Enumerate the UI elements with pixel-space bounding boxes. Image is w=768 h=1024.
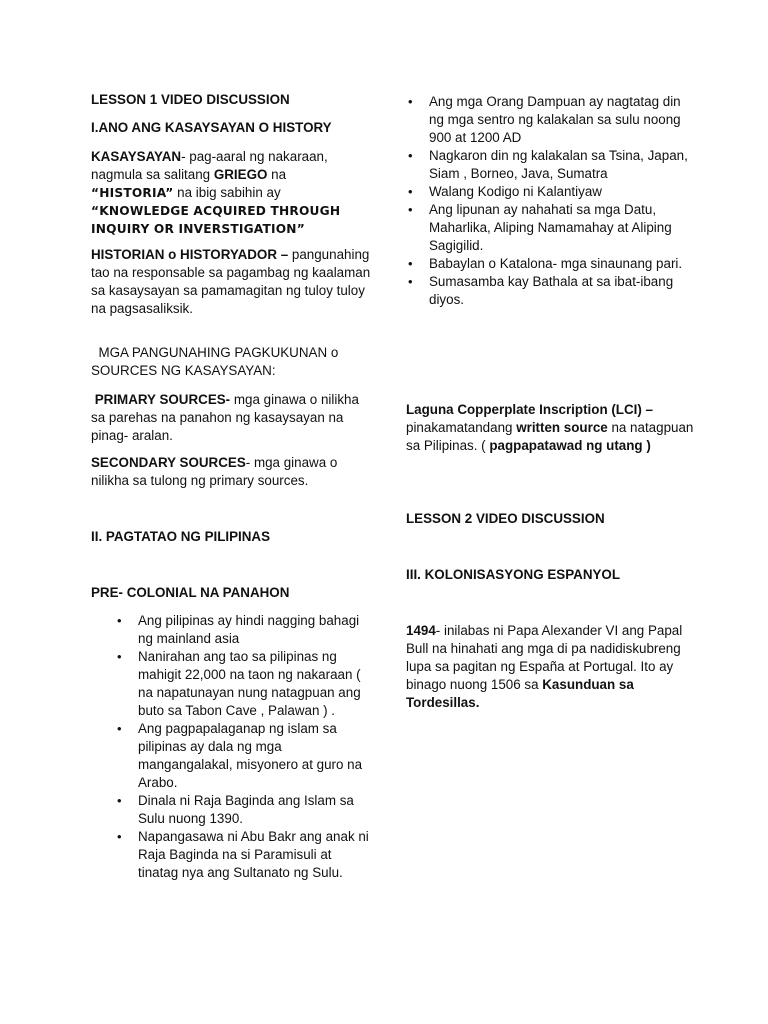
historian-term: HISTORIAN o HISTORYADOR – — [91, 247, 289, 262]
list-item: • Walang Kodigo ni Kalantiyaw — [406, 183, 696, 201]
lesson1-title: LESSON 1 VIDEO DISCUSSION — [91, 92, 290, 107]
list-item: • Ang lipunan ay nahahati sa mga Datu, Maharlika, Aliping Namamahay at Aliping Sagigilid. — [406, 201, 696, 255]
year-1494: 1494 — [406, 623, 436, 638]
section2-title: II. PAGTATAO NG PILIPINAS — [91, 529, 271, 544]
kasaysayan-meaning: “KNOWLEDGE ACQUIRED THROUGH INQUIRY OR INVERSTIGATION” — [91, 204, 341, 236]
list-item: • Babaylan o Katalona- mga sinaunang pari. — [406, 255, 696, 273]
section1-title: I.ANO ANG KASAYSAYAN O HISTORY — [91, 120, 332, 135]
list-item: • Ang mga Orang Dampuan ay nagtatag din ng mga sentro ng kalakalan sa sulu noong 900 at 1200 AD — [406, 93, 696, 147]
historian-definition: HISTORIAN o HISTORYADOR – pangunahing tao na responsable sa pagambag ng kaalaman sa kasaysayan sa pamamagitan ng tuloy tuloy na pagsasaliksik. — [91, 247, 371, 316]
list-item: • Sumasamba kay Bathala at sa ibat-ibang diyos. — [406, 273, 696, 309]
list-item: • Napangasawa ni Abu Bakr ang anak ni Raja Baginda na si Paramisuli at tinatag nya ang Sultanato ng Sulu. — [91, 828, 371, 882]
lci-term: Laguna Copperplate Inscription (LCI) – — [406, 402, 653, 417]
section3-title: III. KOLONISASYONG ESPANYOL — [406, 567, 621, 582]
precolonial-list — [91, 612, 371, 882]
list-item: • Nanirahan ang tao sa pilipinas ng mahigit 22,000 na taon ng nakaraan ( na napatunayan nung natagpuan ang buto sa Tabon Cave , Palawan ) . — [91, 648, 371, 720]
kasaysayan-definition: KASAYSAYAN- pag-aaral ng nakaraan, nagmula sa salitang GRIEGO na “HISTORIA” na ibig sabihin ay “KNOWLEDGE ACQUIRED THROUGH INQUIRY OR INVERSTIGATION” — [91, 149, 341, 236]
precolonial-title: PRE- COLONIAL NA PANAHON — [91, 585, 290, 600]
lci-definition: Laguna Copperplate Inscription (LCI) – pinakamatandang written source na natagpuan sa Pilipinas. ( pagpapatawad ng utang ) — [406, 402, 694, 453]
year-1494-paragraph: 1494- inilabas ni Papa Alexander VI ang Papal Bull na hinahati ang mga di pa nadidiskubreng lupa sa pagitan ng España at Portugal. Ito ay binago nuong 1506 sa Kasunduan sa Tordesillas. — [406, 623, 683, 710]
list-item: • Ang pagpapalaganap ng islam sa pilipinas ay dala ng mga mangangalakal, misyonero at guro na Arabo. — [91, 720, 371, 792]
treaty-name: Kasunduan sa Tordesillas. — [406, 677, 634, 710]
list-item: • Dinala ni Raja Baginda ang Islam sa Sulu nuong 1390. — [91, 792, 371, 828]
list-item: • Nagkaron din ng kalakalan sa Tsina, Japan, Siam , Borneo, Java, Sumatra — [406, 147, 696, 183]
list-item: • Ang pilipinas ay hindi nagging bahagi ng mainland asia — [91, 612, 371, 648]
primary-sources-definition: PRIMARY SOURCES- mga ginawa o nilikha sa parehas na panahon ng kasaysayan na pinag- aralan. — [91, 392, 363, 443]
lesson2-title: LESSON 2 VIDEO DISCUSSION — [406, 511, 605, 526]
kasaysayan-term: KASAYSAYAN — [91, 149, 182, 164]
precolonial-list-continued — [406, 93, 696, 309]
secondary-sources-definition: SECONDARY SOURCES- mga ginawa o nilikha sa tulong ng primary sources. — [91, 455, 338, 488]
sources-heading: MGA PANGUNAHING PAGKUKUNAN o SOURCES NG KASAYSAYAN: — [91, 345, 343, 378]
